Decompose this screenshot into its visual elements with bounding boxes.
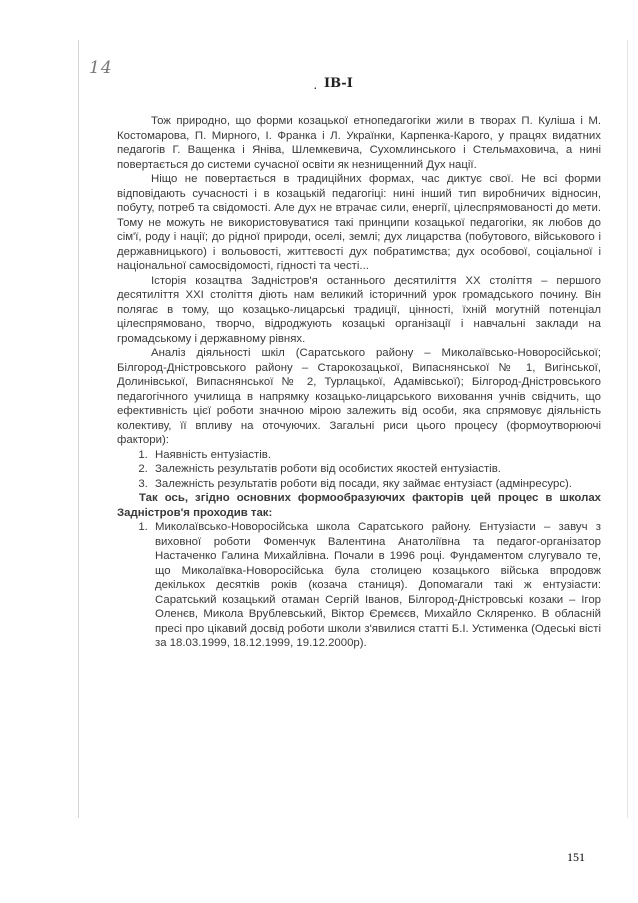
paragraph-4: Аналіз діяльності шкіл (Саратського району – Миколаївсько-Новоросійської; Білгород-Дністровського району – Старокозацької, Випаснянської № 1, Вигінської, Долинівської, Випаснянської № 2, Турлацької, Адамівської); Білгород-Дністровського педагогічного училища в напрямку козацько-лицарського виховання учнів свідчить, що ефективність цієї роботи значною мірою залежить від особи, яка спрямовує діяльність колективу, її впливу на оточуючих. Загальні риси цього процесу (формоутворюючі фактори): <box>117 347 601 446</box>
scanned-page <box>78 40 628 818</box>
list-item: 2. Залежність результатів роботи від особистих якостей ентузіастів. <box>151 462 601 477</box>
factors-list <box>117 448 601 492</box>
document-body <box>117 114 601 651</box>
list-item: 1. Наявність ентузіастів. <box>151 448 601 463</box>
page-number: 151 <box>567 850 585 864</box>
bold-paragraph: Так ось, згідно основних формообразуючих факторів цей процес в школах Задністров'я проходив так: <box>117 492 601 519</box>
paragraph-2: Ніщо не повертається в традиційних формах, час диктує свої. Не всі форми відповідають сучасності і в козацькій педагогіці: нині інший тип виробничих відносин, побуту, потреб та свідомості. Але дух не втрачає сили, енергії, цілеспрямованості до мети. Тому не можуть не використовуватися такі принципи козацької педагогіки, як любов до сім'ї, роду і нації; до рідної природи, оселі, землі; дух лицарства (побутового, військового і державницького) і вольовості, життєвості дух побратимства; дух особової, соціальної і національної самосвідомості, гідності та честі... <box>117 173 601 272</box>
list-item: 1. Миколаївсько-Новоросійська школа Саратського району. Ентузіасти – завуч з виховної роботи Фоменчук Валентина Анатоліївна та педагог-організатор Настаченко Галина Михайлівна. Почали в 1996 році. Фундаментом слугувало те, що Миколаївка-Новоросійська була столицею козацького війська впродовж декількох десятків років (козача станиця). Допомагали такі ж ентузіасти: Саратський козацький отаман Сергій Іванов, Білгород-Дністровські козаки – Ігор Оленєв, Микола Врублевський, Віктор Єремєєв, Михайло Скляренко. В обласній пресі про цікавий досвід роботи школи з'явилися статті Б.І. Устименка (Одеські вісті за 18.03.1999, 18.12.1999, 19.12.2000р). <box>151 520 601 651</box>
dot-mark: · <box>313 79 318 95</box>
section-mark: IB-I <box>324 76 353 91</box>
list-item: 3. Залежність результатів роботи від посади, яку займає ентузіаст (адмінресурс). <box>151 477 601 492</box>
paragraph-3: Історія козацтва Задністров'я останнього десятиліття XX століття – першого десятиліття XXI століття діють нам великий історичний урок громадського почину. Він полягає в тому, що козацько-лицарські традиції, цінності, їхній могутній потенціал цілеспрямовано, творчо, відроджують козацькі організації і навчальні заклади на громадському і державному рівнях. <box>117 274 601 345</box>
paragraph-1: Тож природно, що форми козацької етнопедагогіки жили в творах П. Куліша і М. Костомарова, П. Мирного, І. Франка і Л. Українки, Карпенка-Карого, у працях видатних педагогів Г. Ващенка і Яніва, Шлемкевича, Сухомлинського і Стельмаховича, а нині повертається до системи сучасної освіти як незнищенний Дух нації. <box>117 115 601 171</box>
handwritten-page-mark: 14 <box>89 58 113 78</box>
schools-list <box>117 520 601 651</box>
